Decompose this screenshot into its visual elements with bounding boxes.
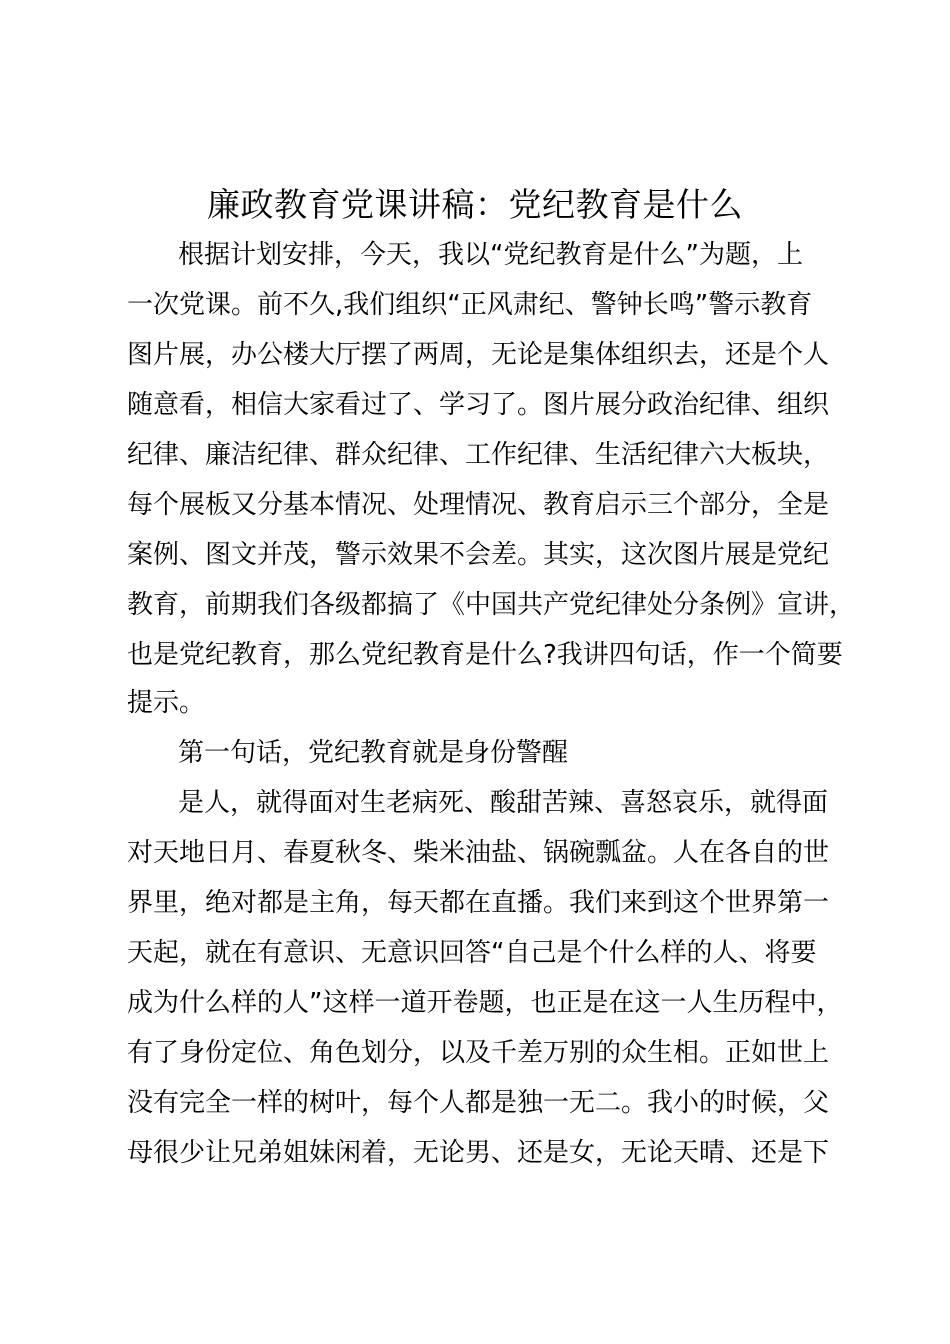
paragraph-line: 纪律、廉洁纪律、群众纪律、工作纪律、生活纪律六大板块， (127, 440, 830, 470)
paragraph-line: 界里，绝对都是主角，每天都在直播。我们来到这个世界第一 (127, 888, 830, 918)
paragraph-line: 成为什么样的人”这样一道开卷题，也正是在这一人生历程中， (127, 988, 843, 1018)
paragraph-line: 天起，就在有意识、无意识回答“自己是个什么样的人、将要 (127, 938, 817, 968)
paragraph-line: 有了身份定位、角色划分，以及千差万别的众生相。正如世上 (127, 1038, 830, 1068)
paragraph-line: 每个展板又分基本情况、处理情况、教育启示三个部分，全是 (127, 490, 830, 520)
paragraph-line: 图片展，办公楼大厅摆了两周，无论是集体组织去，还是个人 (127, 340, 830, 370)
paragraph-line: 是人，就得面对生老病死、酸甜苦辣、喜怒哀乐，就得面 (178, 788, 829, 818)
paragraph-line: 根据计划安排，今天，我以“党纪教育是什么”为题，上 (178, 240, 803, 270)
paragraph-line: 没有完全一样的树叶，每个人都是独一无二。我小的时候，父 (127, 1088, 830, 1118)
paragraph-line: 对天地日月、春夏秋冬、柴米油盐、锅碗瓢盆。人在各自的世 (127, 838, 830, 868)
paragraph-line: 一次党课。前不久,我们组织“正风肃纪、警钟长鸣”警示教育 (127, 290, 813, 320)
paragraph-line: 也是党纪教育，那么党纪教育是什么?我讲四句话，作一个简要 (127, 640, 843, 670)
paragraph-line: 提示。 (127, 688, 206, 718)
paragraph-line: 案例、图文并茂，警示效果不会差。其实，这次图片展是党纪 (127, 540, 830, 570)
paragraph-line: 教育，前期我们各级都搞了《中国共产党纪律处分条例》宣讲， (127, 590, 856, 620)
section-heading: 第一句话，党纪教育就是身份警醒 (178, 738, 569, 768)
paragraph-line: 随意看，相信大家看过了、学习了。图片展分政治纪律、组织 (127, 390, 830, 420)
paragraph-line: 母很少让兄弟姐妹闲着，无论男、还是女，无论天晴、还是下 (127, 1138, 830, 1168)
page-title: 廉政教育党课讲稿：党纪教育是什么 (207, 185, 743, 224)
